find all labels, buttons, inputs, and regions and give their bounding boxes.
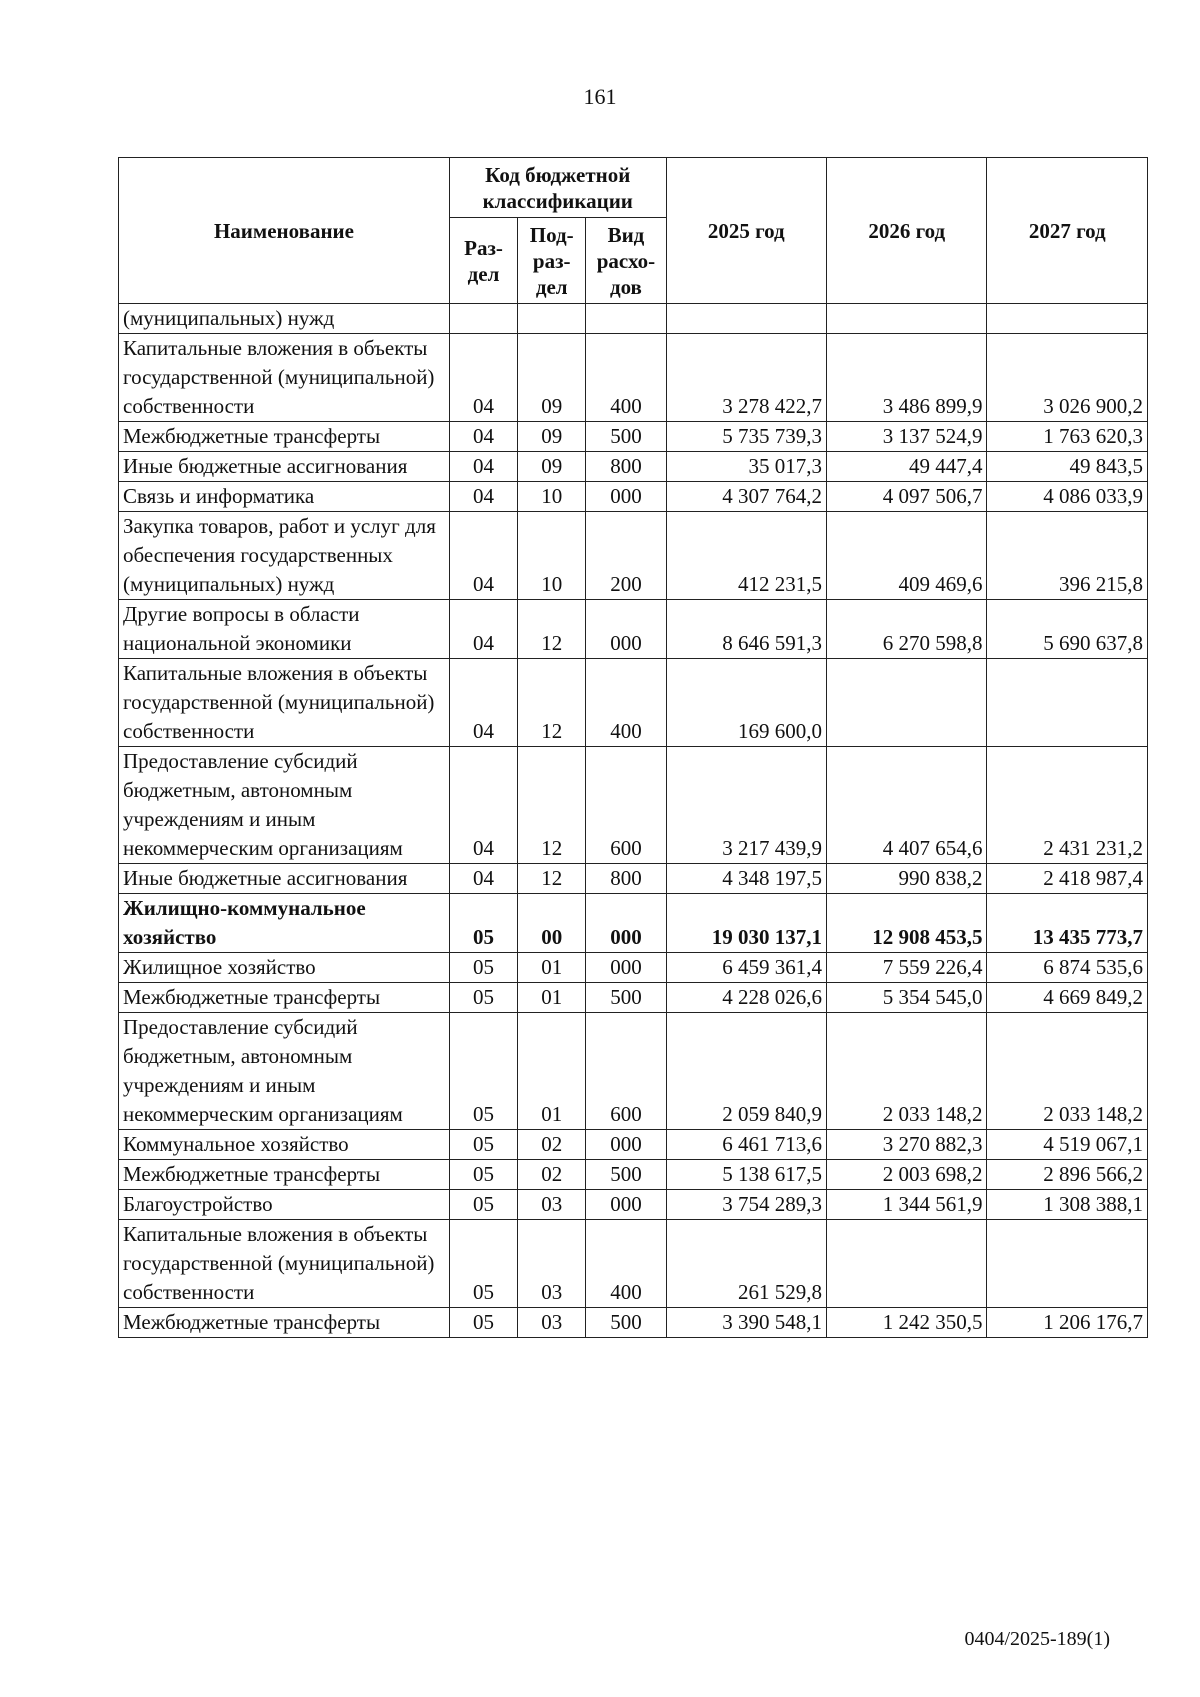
row-name: Межбюджетные трансферты bbox=[119, 422, 450, 452]
table-row bbox=[119, 482, 1148, 512]
row-podrazdel: 09 bbox=[518, 452, 586, 482]
row-razdel: 05 bbox=[449, 1220, 517, 1308]
row-value-2025: 4 307 764,2 bbox=[666, 482, 826, 512]
row-razdel: 04 bbox=[449, 864, 517, 894]
page-number: 161 bbox=[583, 84, 617, 109]
table-body bbox=[119, 304, 1148, 1338]
row-vid: 500 bbox=[586, 1160, 666, 1190]
row-name: Предоставление субсидий бюджетным, автономным учреждениям и иным некоммерческим организациям bbox=[119, 1013, 450, 1130]
table-row bbox=[119, 1160, 1148, 1190]
row-value-2027: 4 519 067,1 bbox=[987, 1130, 1148, 1160]
row-podrazdel: 10 bbox=[518, 512, 586, 600]
row-vid: 000 bbox=[586, 1130, 666, 1160]
table-row bbox=[119, 600, 1148, 659]
row-razdel: 04 bbox=[449, 512, 517, 600]
row-name: (муниципальных) нужд bbox=[119, 304, 450, 334]
row-value-2025: 2 059 840,9 bbox=[666, 1013, 826, 1130]
row-name: Капитальные вложения в объекты государственной (муниципальной) собственности bbox=[119, 1220, 450, 1308]
row-podrazdel: 09 bbox=[518, 334, 586, 422]
table-row bbox=[119, 1220, 1148, 1308]
row-value-2027: 4 086 033,9 bbox=[987, 482, 1148, 512]
row-vid bbox=[586, 304, 666, 334]
row-name: Связь и информатика bbox=[119, 482, 450, 512]
row-name: Жилищно-коммунальное хозяйство bbox=[119, 894, 450, 953]
row-razdel: 04 bbox=[449, 747, 517, 864]
row-value-2026: 4 097 506,7 bbox=[827, 482, 987, 512]
row-value-2026 bbox=[827, 1220, 987, 1308]
row-value-2026: 1 242 350,5 bbox=[827, 1308, 987, 1338]
row-razdel: 05 bbox=[449, 953, 517, 983]
table-row bbox=[119, 1190, 1148, 1220]
row-value-2027: 2 896 566,2 bbox=[987, 1160, 1148, 1190]
table-row bbox=[119, 953, 1148, 983]
row-value-2027: 5 690 637,8 bbox=[987, 600, 1148, 659]
document-code: 0404/2025-189(1) bbox=[964, 1628, 1110, 1650]
row-value-2027: 13 435 773,7 bbox=[987, 894, 1148, 953]
row-podrazdel: 09 bbox=[518, 422, 586, 452]
row-podrazdel: 12 bbox=[518, 600, 586, 659]
row-value-2025: 35 017,3 bbox=[666, 452, 826, 482]
table-row bbox=[119, 864, 1148, 894]
row-podrazdel: 01 bbox=[518, 983, 586, 1013]
row-name: Закупка товаров, работ и услуг для обеспечения государственных (муниципальных) нужд bbox=[119, 512, 450, 600]
row-podrazdel: 03 bbox=[518, 1220, 586, 1308]
row-razdel: 05 bbox=[449, 1190, 517, 1220]
row-value-2027: 1 308 388,1 bbox=[987, 1190, 1148, 1220]
row-name: Жилищное хозяйство bbox=[119, 953, 450, 983]
row-vid: 800 bbox=[586, 864, 666, 894]
row-podrazdel: 10 bbox=[518, 482, 586, 512]
row-razdel: 04 bbox=[449, 659, 517, 747]
row-value-2026 bbox=[827, 659, 987, 747]
row-value-2026: 5 354 545,0 bbox=[827, 983, 987, 1013]
row-value-2027: 1 206 176,7 bbox=[987, 1308, 1148, 1338]
row-podrazdel: 02 bbox=[518, 1130, 586, 1160]
row-value-2025: 412 231,5 bbox=[666, 512, 826, 600]
row-vid: 000 bbox=[586, 600, 666, 659]
table-row bbox=[119, 512, 1148, 600]
row-value-2025: 5 138 617,5 bbox=[666, 1160, 826, 1190]
row-name: Предоставление субсидий бюджетным, автономным учреждениям и иным некоммерческим организациям bbox=[119, 747, 450, 864]
row-razdel: 04 bbox=[449, 482, 517, 512]
row-value-2025: 4 348 197,5 bbox=[666, 864, 826, 894]
row-value-2026: 2 033 148,2 bbox=[827, 1013, 987, 1130]
table-row bbox=[119, 1308, 1148, 1338]
row-value-2027: 2 418 987,4 bbox=[987, 864, 1148, 894]
row-vid: 200 bbox=[586, 512, 666, 600]
row-podrazdel: 01 bbox=[518, 1013, 586, 1130]
table-row bbox=[119, 422, 1148, 452]
row-podrazdel: 01 bbox=[518, 953, 586, 983]
table-row bbox=[119, 659, 1148, 747]
row-podrazdel: 12 bbox=[518, 864, 586, 894]
budget-table bbox=[118, 157, 1148, 1338]
row-name: Межбюджетные трансферты bbox=[119, 1160, 450, 1190]
row-vid: 500 bbox=[586, 1308, 666, 1338]
row-podrazdel: 12 bbox=[518, 659, 586, 747]
row-razdel: 04 bbox=[449, 422, 517, 452]
row-podrazdel: 00 bbox=[518, 894, 586, 953]
row-value-2025: 4 228 026,6 bbox=[666, 983, 826, 1013]
row-razdel: 04 bbox=[449, 334, 517, 422]
row-value-2026: 12 908 453,5 bbox=[827, 894, 987, 953]
row-podrazdel: 03 bbox=[518, 1308, 586, 1338]
row-value-2027: 1 763 620,3 bbox=[987, 422, 1148, 452]
row-value-2025: 3 278 422,7 bbox=[666, 334, 826, 422]
table-row bbox=[119, 1013, 1148, 1130]
row-razdel: 05 bbox=[449, 1308, 517, 1338]
row-value-2025: 6 459 361,4 bbox=[666, 953, 826, 983]
row-podrazdel: 02 bbox=[518, 1160, 586, 1190]
row-value-2026: 6 270 598,8 bbox=[827, 600, 987, 659]
row-value-2025: 3 217 439,9 bbox=[666, 747, 826, 864]
row-value-2027: 2 431 231,2 bbox=[987, 747, 1148, 864]
row-value-2026: 3 486 899,9 bbox=[827, 334, 987, 422]
row-value-2025: 169 600,0 bbox=[666, 659, 826, 747]
row-razdel: 05 bbox=[449, 1160, 517, 1190]
row-name: Капитальные вложения в объекты государственной (муниципальной) собственности bbox=[119, 659, 450, 747]
header-vid: Вид расхо-дов bbox=[586, 218, 666, 304]
row-value-2026: 1 344 561,9 bbox=[827, 1190, 987, 1220]
row-razdel: 04 bbox=[449, 600, 517, 659]
table-row bbox=[119, 894, 1148, 953]
row-value-2026 bbox=[827, 304, 987, 334]
table-row bbox=[119, 983, 1148, 1013]
row-podrazdel: 03 bbox=[518, 1190, 586, 1220]
header-2025: 2025 год bbox=[666, 158, 826, 304]
row-vid: 000 bbox=[586, 894, 666, 953]
row-value-2026: 4 407 654,6 bbox=[827, 747, 987, 864]
row-vid: 400 bbox=[586, 334, 666, 422]
row-value-2027: 49 843,5 bbox=[987, 452, 1148, 482]
row-name: Другие вопросы в области национальной экономики bbox=[119, 600, 450, 659]
row-vid: 500 bbox=[586, 422, 666, 452]
header-razdel: Раз-дел bbox=[449, 218, 517, 304]
table-row bbox=[119, 304, 1148, 334]
header-2026: 2026 год bbox=[827, 158, 987, 304]
row-podrazdel: 12 bbox=[518, 747, 586, 864]
row-value-2026: 990 838,2 bbox=[827, 864, 987, 894]
row-name: Благоустройство bbox=[119, 1190, 450, 1220]
table-row bbox=[119, 452, 1148, 482]
row-value-2027: 4 669 849,2 bbox=[987, 983, 1148, 1013]
row-vid: 500 bbox=[586, 983, 666, 1013]
row-vid: 600 bbox=[586, 747, 666, 864]
row-value-2026: 409 469,6 bbox=[827, 512, 987, 600]
row-value-2026: 3 270 882,3 bbox=[827, 1130, 987, 1160]
row-value-2027: 6 874 535,6 bbox=[987, 953, 1148, 983]
row-vid: 600 bbox=[586, 1013, 666, 1130]
row-razdel: 05 bbox=[449, 1013, 517, 1130]
row-name: Коммунальное хозяйство bbox=[119, 1130, 450, 1160]
row-name: Капитальные вложения в объекты государственной (муниципальной) собственности bbox=[119, 334, 450, 422]
row-razdel: 04 bbox=[449, 452, 517, 482]
row-value-2026: 7 559 226,4 bbox=[827, 953, 987, 983]
row-value-2025: 5 735 739,3 bbox=[666, 422, 826, 452]
row-value-2027: 3 026 900,2 bbox=[987, 334, 1148, 422]
table-row bbox=[119, 334, 1148, 422]
table-row bbox=[119, 1130, 1148, 1160]
row-vid: 400 bbox=[586, 1220, 666, 1308]
row-value-2025: 19 030 137,1 bbox=[666, 894, 826, 953]
header-name: Наименование bbox=[119, 158, 450, 304]
row-razdel: 05 bbox=[449, 983, 517, 1013]
row-vid: 800 bbox=[586, 452, 666, 482]
row-value-2025 bbox=[666, 304, 826, 334]
row-vid: 000 bbox=[586, 1190, 666, 1220]
row-name: Межбюджетные трансферты bbox=[119, 983, 450, 1013]
row-vid: 400 bbox=[586, 659, 666, 747]
row-value-2025: 3 754 289,3 bbox=[666, 1190, 826, 1220]
row-value-2025: 8 646 591,3 bbox=[666, 600, 826, 659]
row-name: Межбюджетные трансферты bbox=[119, 1308, 450, 1338]
row-vid: 000 bbox=[586, 482, 666, 512]
row-name: Иные бюджетные ассигнования bbox=[119, 864, 450, 894]
row-value-2026: 3 137 524,9 bbox=[827, 422, 987, 452]
row-podrazdel bbox=[518, 304, 586, 334]
header-code-group: Код бюджетной классификации bbox=[449, 158, 666, 218]
header-podrazdel: Под-раз-дел bbox=[518, 218, 586, 304]
row-razdel bbox=[449, 304, 517, 334]
table-header bbox=[119, 158, 1148, 304]
row-razdel: 05 bbox=[449, 894, 517, 953]
row-value-2027 bbox=[987, 304, 1148, 334]
row-value-2027: 396 215,8 bbox=[987, 512, 1148, 600]
row-value-2025: 261 529,8 bbox=[666, 1220, 826, 1308]
row-vid: 000 bbox=[586, 953, 666, 983]
row-value-2026: 49 447,4 bbox=[827, 452, 987, 482]
row-name: Иные бюджетные ассигнования bbox=[119, 452, 450, 482]
row-value-2027 bbox=[987, 1220, 1148, 1308]
row-value-2025: 3 390 548,1 bbox=[666, 1308, 826, 1338]
header-2027: 2027 год bbox=[987, 158, 1148, 304]
table-row bbox=[119, 747, 1148, 864]
row-value-2027: 2 033 148,2 bbox=[987, 1013, 1148, 1130]
row-value-2027 bbox=[987, 659, 1148, 747]
row-razdel: 05 bbox=[449, 1130, 517, 1160]
row-value-2025: 6 461 713,6 bbox=[666, 1130, 826, 1160]
row-value-2026: 2 003 698,2 bbox=[827, 1160, 987, 1190]
